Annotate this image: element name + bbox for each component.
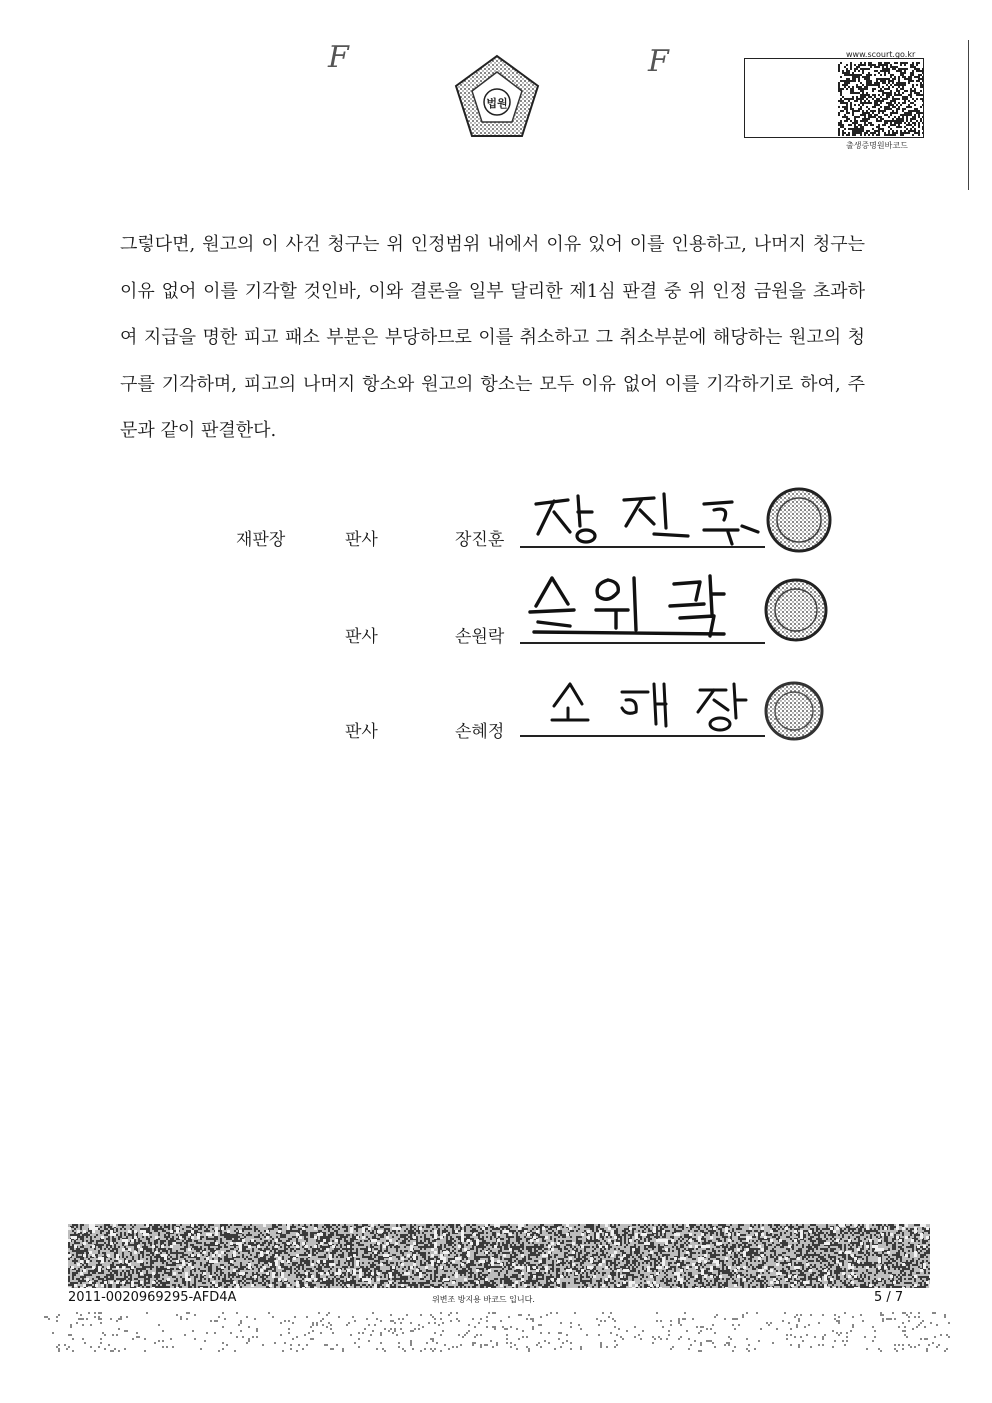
signature-title-1: 판사 xyxy=(345,530,378,550)
signature-name-2: 손원락 xyxy=(455,627,505,647)
judge-stamp-1-icon xyxy=(764,485,834,555)
court-seal-logo xyxy=(452,52,542,144)
scan-noise-strip xyxy=(40,1312,950,1352)
barcode-caption: 위변조 방지용 바코드 입니다. xyxy=(432,1295,535,1304)
qr-caption: 출생증명원바코드 xyxy=(846,141,908,150)
signature-line-3 xyxy=(520,735,765,737)
judgment-paragraph xyxy=(120,222,865,455)
signature-name-3: 손혜정 xyxy=(455,722,505,742)
page-edge-rule xyxy=(968,40,969,190)
qr-code-icon xyxy=(838,62,924,136)
scan-mark-right: F xyxy=(648,44,669,79)
signature-title-2: 판사 xyxy=(345,627,378,647)
website-url: www.scourt.go.kr xyxy=(846,50,916,59)
signature-role-presiding: 재판장 xyxy=(236,530,286,550)
handwritten-signature-1 xyxy=(528,486,763,548)
handwritten-signature-3 xyxy=(548,678,758,734)
judge-stamp-2-icon xyxy=(762,575,830,645)
seal-text: 법원 xyxy=(486,97,508,110)
judge-stamp-3-icon xyxy=(762,678,826,744)
scan-mark-left: F xyxy=(328,40,349,75)
anti-forgery-barcode xyxy=(68,1224,930,1288)
signature-name-1: 장진훈 xyxy=(455,530,505,550)
signature-title-3: 판사 xyxy=(345,722,378,742)
document-id: 2011-0020969295-AFD4A xyxy=(68,1290,237,1305)
paragraph-text: 그렇다면, 원고의 이 사건 청구는 위 인정범위 내에서 이유 있어 이를 인용하고, 나머지 청구는 이유 없어 이를 기각할 것인바, 이와 결론을 일부 달리한 제1심 판결 중 위 인정 금원을 초과하여 지급을 명한 피고 패소 부분은 부당하므로 이를 취소하고 그 취소부분에 해당하는 원고의 청구를 기각하며, 피고의 나머지 항소와 원고의 항소는 모두 이유 없어 이를 기각하기로 하여, 주문과 같이 판결한다. xyxy=(120,234,865,441)
signature-line-2 xyxy=(520,642,765,644)
page-number: 5 / 7 xyxy=(874,1290,904,1305)
handwritten-signature-2 xyxy=(524,570,764,642)
